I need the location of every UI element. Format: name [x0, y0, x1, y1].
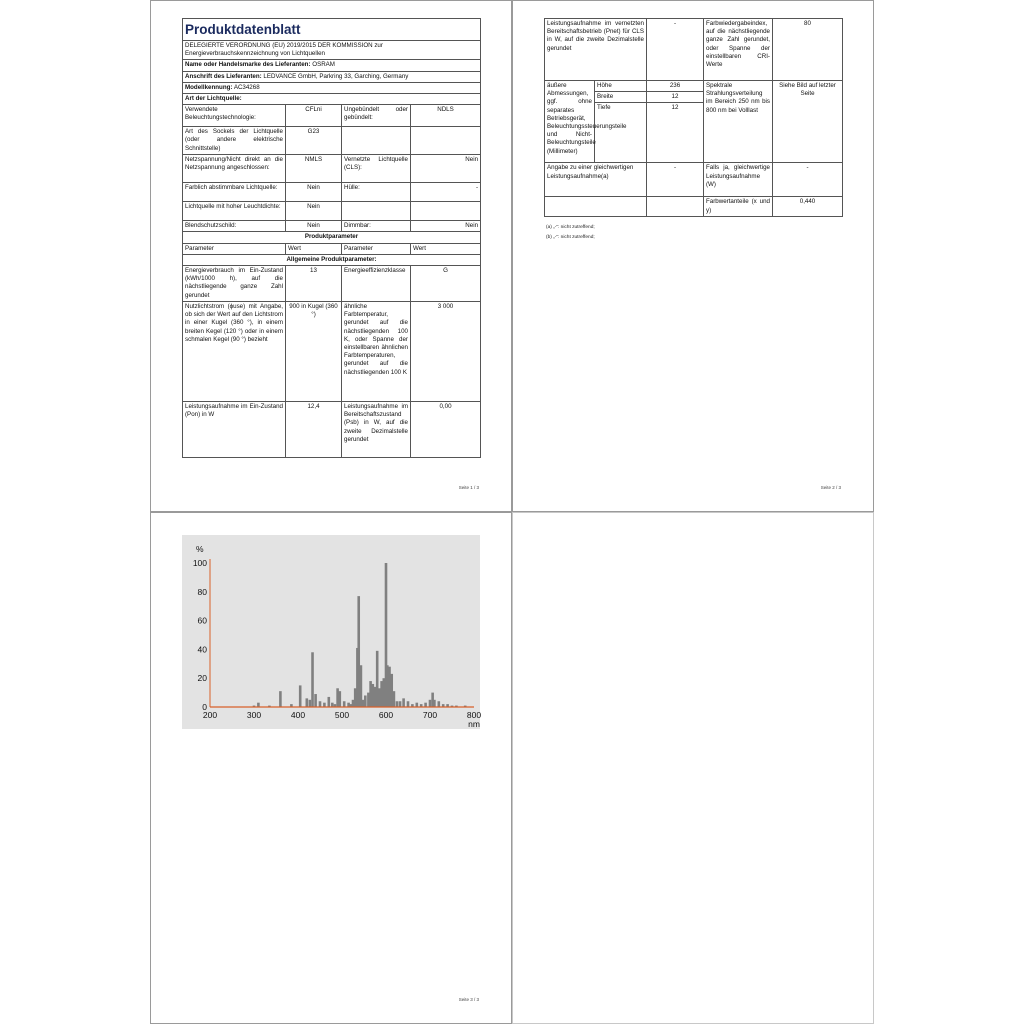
param-label: äußere Abmessungen, ggf. ohne separates Betriebsgerät, Beleuchtungssteuerungsteile und Nicht-Beleuchtungsteile (Millimeter): [545, 81, 595, 163]
param-value: G: [411, 266, 481, 302]
spectrum-bar: [402, 698, 405, 707]
row-value: -: [411, 183, 481, 202]
y-tick-label: 100: [192, 558, 207, 568]
spectrum-bar: [429, 700, 432, 707]
dim-label: Höhe: [595, 81, 647, 92]
x-tick-label: 800: [466, 710, 482, 720]
y-tick-label: 40: [197, 644, 207, 655]
row-value: NMLS: [286, 155, 342, 183]
x-tick-label: 700: [422, 710, 438, 720]
model-label: Modellkennung:: [185, 83, 233, 91]
row-value: Nein: [286, 183, 342, 202]
table-row: [183, 105, 481, 127]
row-label: [342, 202, 411, 221]
col-header: Wert: [411, 243, 481, 254]
table-row: [183, 155, 481, 183]
product-params-header: Produktparameter: [183, 232, 481, 243]
param-value: -: [647, 19, 704, 81]
spectrum-bar: [424, 703, 427, 707]
dim-value: 12: [647, 92, 704, 103]
spectrum-bar: [438, 701, 441, 707]
param-label: Energieeffizienzklasse: [342, 266, 411, 302]
table-row: [545, 81, 843, 92]
spectrum-bar: [328, 697, 331, 707]
spectrum-bar: [396, 701, 399, 707]
page-footer: Seite 3 / 3: [458, 997, 479, 1002]
supplier-name-label: Name oder Handelsmarke des Lieferanten:: [185, 61, 311, 69]
param-value: 900 in Kugel (360 °): [286, 302, 342, 402]
row-label: Farblich abstimmbare Lichtquelle:: [183, 183, 286, 202]
spectrum-bar: [331, 703, 334, 707]
footnotes: [546, 223, 595, 243]
row-value: CFLni: [286, 105, 342, 127]
y-axis-unit-label: %: [196, 544, 204, 554]
table-row: [183, 266, 481, 302]
param-label: Spektrale Strahlungsverteilung im Bereich 250 nm bis 800 nm bei Volllast: [704, 81, 773, 163]
y-tick-label: 0: [202, 702, 207, 712]
param-label: Nutzlichtstrom (ϕuse) mit Angabe, ob sich der Wert auf den Lichtstrom in einer Kugel (360 °), in einem breiten Kegel (120 °) oder in einem schmalen Kegel (90 °) bezieht: [183, 302, 286, 402]
spectrum-bar: [416, 703, 419, 707]
row-value: [411, 202, 481, 221]
row-value: NDLS: [411, 105, 481, 127]
spectrum-bar: [257, 703, 260, 707]
param-label: Angabe zu einer gleichwertigen Leistungsaufnahme(a): [545, 163, 647, 197]
supplier-name-row: [183, 60, 481, 71]
row-label: Ungebündelt oder gebündelt:: [342, 105, 411, 127]
row-value: Nein: [411, 221, 481, 232]
spectrum-bar: [309, 700, 312, 707]
spectrum-bar: [311, 652, 314, 707]
dim-label: Tiefe: [595, 103, 647, 163]
datasheet-continuation-table: [544, 18, 843, 217]
y-tick-label: 20: [197, 673, 207, 684]
col-header: Wert: [286, 243, 342, 254]
param-value: Siehe Bild auf letzter Seite: [773, 81, 843, 163]
spectrum-bar: [433, 700, 436, 707]
table-row: [183, 221, 481, 232]
row-label: Lichtquelle mit hoher Leuchtdichte:: [183, 202, 286, 221]
x-tick-label: 400: [290, 710, 306, 720]
lamp-type-header: Art der Lichtquelle:: [183, 94, 481, 105]
x-tick-label: 600: [378, 710, 394, 720]
row-label: Blendschutzschild:: [183, 221, 286, 232]
param-value: 80: [773, 19, 843, 81]
spectrum-bar: [407, 701, 410, 707]
x-axis-unit-label: nm: [468, 719, 480, 729]
row-value: G23: [286, 127, 342, 155]
param-label: Leistungsaufnahme im Ein-Zustand (Pon) in W: [183, 402, 286, 458]
supplier-address-value: LEDVANCE GmbH, Parkring 33, Garching, Germany: [263, 72, 409, 80]
row-label: Vernetzte Lichtquelle (CLS):: [342, 155, 411, 183]
product-datasheet-table: [182, 18, 481, 458]
spectrum-bar: [364, 695, 367, 707]
spectrum-bar: [299, 685, 302, 707]
model-row: [183, 82, 481, 93]
spectrum-bar: [339, 691, 342, 707]
table-row: [183, 127, 481, 155]
dim-label: Breite: [595, 92, 647, 103]
general-params-header: Allgemeine Produktparameter:: [183, 254, 481, 265]
param-value: -: [647, 163, 704, 197]
param-label: Farbwiedergabeindex, auf die nächstliegende ganze Zahl gerundet, oder Spanne der einstellbaren CRI-Werte: [704, 19, 773, 81]
spectral-chart: [182, 535, 480, 729]
param-label: ähnliche Farbtemperatur, gerundet auf die nächstliegenden 100 K, oder Spanne der einstellbaren ähnlichen Farbtemperaturen, gerundet auf die nächstliegenden 100 K: [342, 302, 411, 402]
spectrum-bar: [306, 698, 309, 707]
page-footer: Seite 2 / 3: [820, 485, 841, 490]
param-value: -: [773, 163, 843, 197]
param-label: Energieverbrauch im Ein-Zustand (kWh/1000 h), auf die nächstliegende ganze Zahl gerundet: [183, 266, 286, 302]
param-value: 0,440: [773, 197, 843, 216]
page-4-blank: [512, 512, 874, 1024]
table-row: [183, 302, 481, 402]
footnote-a: (a) „-“: nicht zutreffend;: [546, 225, 595, 230]
model-value: AC34268: [233, 83, 260, 91]
row-label: Netzspannung/Nicht direkt an die Netzspannung angeschlossen:: [183, 155, 286, 183]
page-1: [150, 0, 512, 512]
supplier-address-row: [183, 71, 481, 82]
row-label: Art des Sockels der Lichtquelle (oder andere elektrische Schnittstelle): [183, 127, 286, 155]
dim-value: 12: [647, 103, 704, 163]
param-value: 12,4: [286, 402, 342, 458]
row-label: Verwendete Beleuchtungstechnologie:: [183, 105, 286, 127]
table-row: [545, 197, 843, 216]
param-label: Leistungsaufnahme im vernetzten Bereitschaftsbetrieb (Pnet) für CLS in W, auf die zweite Dezimalstelle gerundet: [545, 19, 647, 81]
param-value: 0,00: [411, 402, 481, 458]
spectrum-bar: [323, 703, 326, 707]
col-header: Parameter: [183, 243, 286, 254]
row-value: Nein: [286, 202, 342, 221]
param-label: Falls ja, gleichwertige Leistungsaufnahme (W): [704, 163, 773, 197]
x-tick-label: 200: [202, 710, 218, 720]
row-value: Nein: [286, 221, 342, 232]
row-value: Nein: [411, 155, 481, 183]
table-row: [183, 202, 481, 221]
page-2: [512, 0, 874, 512]
supplier-name-value: OSRAM: [312, 61, 335, 69]
row-label: [342, 127, 411, 155]
y-tick-label: 80: [197, 586, 207, 597]
table-row: [545, 19, 843, 81]
row-label: Dimmbar:: [342, 221, 411, 232]
spectrum-bar: [393, 691, 396, 707]
table-row: [183, 402, 481, 458]
datasheet-title: Produktdatenblatt: [183, 19, 481, 41]
table-row: [183, 183, 481, 202]
y-tick-label: 60: [197, 615, 207, 626]
footnote-b: (b) „-“: nicht zutreffend;: [546, 235, 595, 240]
param-value: 3 000: [411, 302, 481, 402]
col-header: Parameter: [342, 243, 411, 254]
regulation-text: DELEGIERTE VERORDNUNG (EU) 2019/2015 DER KOMMISSION zur Energieverbrauchskennzeichnung von Lichtquellen: [183, 41, 481, 60]
spectrum-bar: [399, 701, 402, 707]
param-label: Farbwertanteile (x und y): [704, 197, 773, 216]
spectral-chart-svg: [182, 535, 480, 729]
param-label: Leistungsaufnahme im Bereitschaftszustand (Psb) in W, auf die zweite Dezimalstelle gerundet: [342, 402, 411, 458]
row-value: [411, 127, 481, 155]
spectrum-bar: [319, 701, 322, 707]
spectrum-bar: [343, 701, 346, 707]
x-tick-label: 300: [246, 710, 262, 720]
page-footer: Seite 1 / 3: [458, 485, 479, 490]
row-label: Hülle:: [342, 183, 411, 202]
spectrum-bar: [279, 691, 282, 707]
page-3: [150, 512, 512, 1024]
x-tick-label: 500: [334, 710, 350, 720]
spectrum-bar: [314, 694, 317, 707]
dim-value: 236: [647, 81, 704, 92]
param-value: 13: [286, 266, 342, 302]
supplier-address-label: Anschrift des Lieferanten:: [185, 72, 262, 80]
table-row: [545, 163, 843, 197]
param-header-row: [183, 243, 481, 254]
